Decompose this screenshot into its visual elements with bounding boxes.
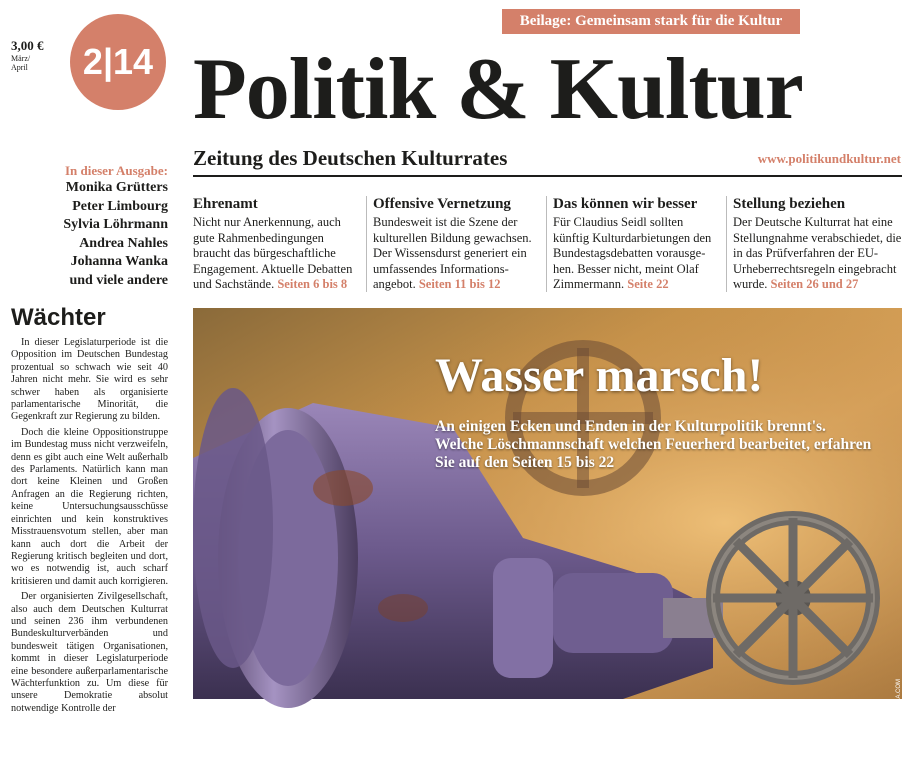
teaser-text: Bundesweit ist die Szene der kulturellen Bildung gewachsen. Der Wissensdurst generiert ein umfassendes Informationsangebot. Seiten 11 bis 12	[373, 215, 532, 291]
column-divider	[366, 196, 367, 292]
column-divider	[546, 196, 547, 292]
teaser-besser[interactable]	[553, 194, 718, 293]
teaser-pages[interactable]: Seiten 6 bis 8	[277, 277, 348, 291]
teaser-title: Ehrenamt	[193, 196, 258, 212]
teaser-text: Für Claudius Seidl sollten künftig Kulturdarbietungen den Bundestagsdebatten vorausgehen. Besser nicht, meint Olaf Zimmermann. Seite 22	[553, 215, 712, 291]
article-paragraph: Doch die kleine Oppositionstruppe im Bundestag muss nicht verzweifeln, denn es gibt auch eine Welt außerhalb des Parlaments. Natürlich kann man dort keine Kleinen und Großen Anfragen an die Regierung richten, keine Untersuchungsausschüsse einrichten und kein konstruktives Misstrauensvotum stellen, aber man kann auch dort die Arbeit der Regierung kritisch begleiten und dort, wo es notwendig ist, auch scharf kritisieren und damit auch korrigieren.	[11, 426, 169, 587]
toc-item[interactable]: Sylvia Löhrmann	[63, 217, 168, 232]
teaser-pages[interactable]: Seite 22	[627, 277, 669, 291]
masthead-title: Politik & Kultur	[193, 41, 803, 138]
masthead-subtitle: Zeitung des Deutschen Kulturrates	[193, 146, 508, 170]
issue-month: März/ April	[11, 54, 31, 72]
teaser-pages[interactable]: Seiten 26 und 27	[770, 277, 859, 291]
article-body	[11, 337, 168, 715]
price: 3,00 €	[11, 38, 44, 53]
teaser-title: Offensive Vernetzung	[373, 196, 511, 212]
article-paragraph: In dieser Legislaturperiode ist die Opposition im Deutschen Bundestag prozentual so schwach wie seit 40 Jahren nicht mehr. Sie wird es sehr schwer haben als organisierte parlamentarische Minorität, die Gegenkraft zur Regierung zu bilden.	[11, 337, 168, 423]
teaser-text: Der Deutsche Kulturrat hat eine Stellungnahme verabschiedet, die in das Prüfverfahren der EU-Urheberrechtsregeln eingebracht wurde. Seiten 26 und 27	[733, 215, 902, 291]
website-link[interactable]: www.politikundkultur.net	[757, 151, 901, 166]
toc-item[interactable]: Peter Limbourg	[72, 198, 168, 214]
photo-caption: An einigen Ecken und Enden in der Kulturpolitik brennt's. Welche Löschmannschaft welchen Feuerherd bearbeitet, erfahren Sie auf den Seiten 15 bis 22	[435, 418, 872, 471]
toc-item[interactable]: Johanna Wanka	[70, 254, 168, 269]
teaser-stellung[interactable]	[733, 194, 903, 293]
toc-heading: In dieser Ausgabe:	[64, 163, 168, 178]
supplement-banner[interactable]: Beilage: Gemeinsam stark für die Kultur	[502, 9, 800, 34]
photo-credit: FOTO: CLAFFRA / FOTOLIA.COM	[896, 679, 902, 772]
header-rule	[193, 175, 902, 177]
table-of-contents	[40, 162, 168, 290]
toc-item[interactable]: Monika Grütters	[65, 180, 168, 195]
article-title: Wächter	[11, 304, 106, 331]
teaser-pages[interactable]: Seiten 11 bis 12	[418, 277, 501, 291]
article-paragraph: Der organisierten Zivilgesellschaft, also auch dem Deutschen Kulturrat und seinen 236 ihm verbundenen Bundeskulturverbänden und bundesweit tätigen Organisationen, kommt in dieser Legislaturperiode eine besondere außerparlamentarische Wächterfunktion zu. Um diese für unsere Demokratie absolut notwendige Kontrolle der	[11, 591, 168, 714]
toc-item[interactable]: Andrea Nahles	[79, 235, 168, 251]
teaser-title: Stellung beziehen	[733, 196, 846, 212]
photo-headline: Wasser marsch!	[435, 349, 764, 402]
issue-number-badge: 2|14	[70, 14, 166, 110]
teaser-text: Nicht nur Anerkennung, auch gute Rahmenbedingungen braucht das bürgeschaftliche Engagement. Aktuelle Debatten und Sachstände. Seiten 6 bis 8	[193, 215, 353, 291]
teaser-vernetzung[interactable]	[373, 194, 538, 293]
teaser-title: Das können wir besser	[553, 196, 698, 212]
cover-photo	[193, 308, 902, 772]
teaser-ehrenamt[interactable]	[193, 194, 358, 293]
column-divider	[726, 196, 727, 292]
toc-item: und viele andere	[69, 272, 168, 288]
